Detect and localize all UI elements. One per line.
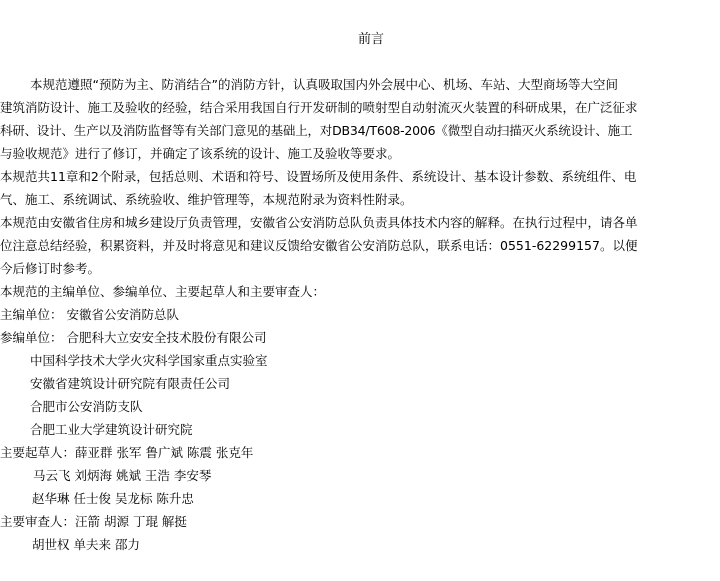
paragraph-line: 位注意总结经验，积累资料，并及时将意见和建议反馈给安徽省公安消防总队，联系电话：0551-62299157。以便	[0, 238, 638, 253]
drafters-line: 赵华琳 任士俊 吴龙标 陈升忠	[32, 491, 194, 506]
paragraph-line: 建筑消防设计、施工及验收的经验，结合采用我国自行开发研制的喷射型自动射流灭火装置的科研成果，在广泛征求	[0, 100, 638, 115]
paragraph-line: 本规范由安徽省住房和城乡建设厅负责管理，安徽省公安消防总队负责具体技术内容的解释。在执行过程中，请各单	[0, 215, 638, 230]
paragraph-line: 科研、设计、生产以及消防监督等有关部门意见的基础上，对DB34/T608-2006《微型自动扫描灭火系统设计、施工	[0, 123, 633, 138]
paragraph-line: 与验收规范》进行了修订，并确定了该系统的设计、施工及验收等要求。	[0, 146, 401, 161]
paragraph-line: 气、施工、系统调试、系统验收、维护管理等，本规范附录为资料性附录。	[0, 192, 413, 207]
participating-unit-line: 中国科学技术大学火灾科学国家重点实验室	[30, 353, 268, 368]
paragraph-line: 本规范共11章和2个附录，包括总则、术语和符号、设置场所及使用条件、系统设计、基本设计参数、系统组件、电	[0, 169, 637, 184]
editor-unit-line: 主编单位： 安徽省公安消防总队	[0, 307, 179, 322]
participating-unit-line: 安徽省建筑设计研究院有限责任公司	[30, 376, 231, 391]
participating-unit-line: 合肥市公安消防支队	[30, 399, 143, 414]
document-title: 前言	[357, 32, 384, 47]
drafters-line: 主要起草人：薛亚群 张军 鲁广斌 陈震 张克年	[0, 445, 254, 460]
paragraph-line: 本规范的主编单位、参编单位、主要起草人和主要审查人：	[0, 284, 326, 299]
reviewers-line: 主要审查人：汪箭 胡源 丁琨 解挺	[0, 514, 187, 529]
participating-unit-line: 合肥工业大学建筑设计研究院	[30, 422, 193, 437]
participating-unit-line: 参编单位： 合肥科大立安安全技术股份有限公司	[0, 330, 267, 345]
paragraph-line: 本规范遵照“预防为主、防消结合”的消防方针，认真吸取国内外会展中心、机场、车站、大型商场等大空间	[30, 77, 618, 92]
drafters-line: 马云飞 刘炳海 姚斌 王浩 李安琴	[33, 468, 212, 483]
paragraph-line: 今后修订时参考。	[0, 261, 101, 276]
reviewers-line: 胡世权 单夫来 邵力	[32, 537, 140, 552]
